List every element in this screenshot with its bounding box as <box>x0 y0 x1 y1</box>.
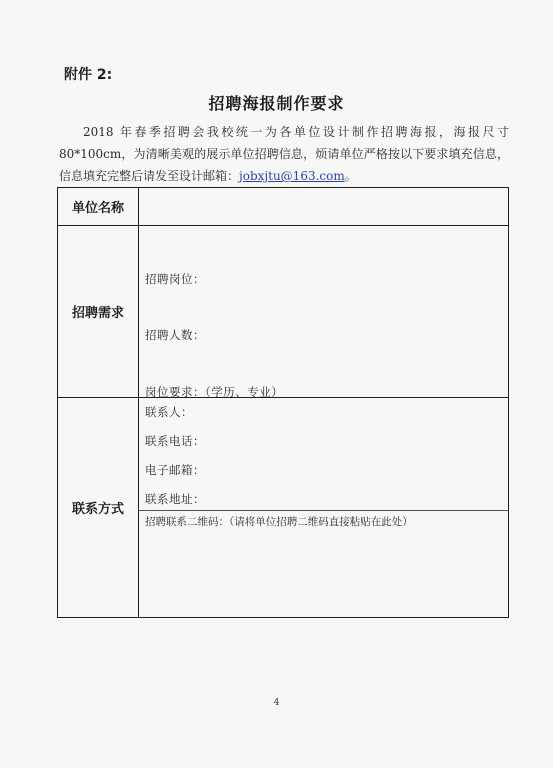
recruit-needs-cell <box>139 226 509 398</box>
contact-label: 联系方式 <box>58 398 139 618</box>
intro-text-end: 。 <box>344 169 357 183</box>
position-requirements-field[interactable]: 岗位要求：（学历、专业） <box>145 385 284 399</box>
contact-email-field[interactable]: 电子邮箱： <box>145 463 205 477</box>
design-email-link[interactable]: jobxjtu@163.com <box>239 169 345 183</box>
unit-name-field[interactable] <box>139 188 509 226</box>
intro-text: 2018 年春季招聘会我校统一为各单位设计制作招聘海报，海报尺寸80*100cm，为清晰美观的展示单位招聘信息，烦请单位严格按以下要求填充信息，信息填充完整后请发至设计邮箱： <box>59 125 509 183</box>
contact-phone-field[interactable]: 联系电话： <box>145 434 205 448</box>
page-number: 4 <box>273 698 280 708</box>
recruit-count-field[interactable]: 招聘人数： <box>145 328 205 342</box>
contact-cell <box>139 398 509 618</box>
requirements-form-table <box>57 187 509 618</box>
recruit-needs-label: 招聘需求 <box>58 226 139 398</box>
intro-paragraph <box>59 121 509 187</box>
contact-row <box>58 398 509 618</box>
attachment-label: 附件 2: <box>64 67 113 83</box>
qr-code-note[interactable]: 招聘联系二维码：（请将单位招聘二维码直接粘贴在此处） <box>145 516 413 528</box>
contact-person-field[interactable]: 联系人： <box>145 405 193 419</box>
document-title: 招聘海报制作要求 <box>208 94 345 113</box>
unit-name-label: 单位名称 <box>58 188 139 226</box>
contact-address-field[interactable]: 联系地址： <box>145 492 205 506</box>
qr-divider <box>139 510 508 511</box>
recruit-position-field[interactable]: 招聘岗位： <box>145 272 205 286</box>
unit-name-row <box>58 188 509 226</box>
recruit-needs-row <box>58 226 509 398</box>
